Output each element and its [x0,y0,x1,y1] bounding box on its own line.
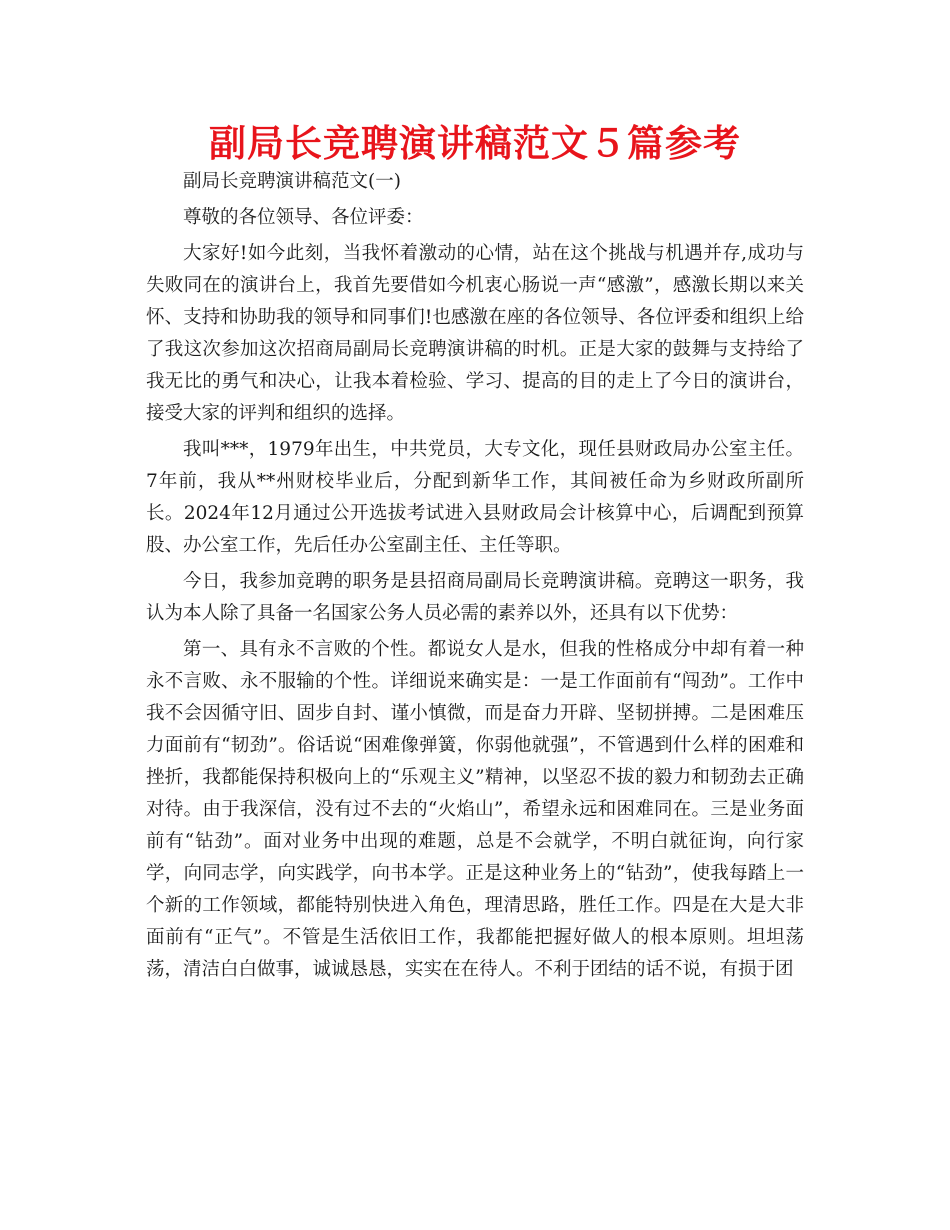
document-title: 副局长竞聘演讲稿范文５篇参考 [209,122,741,165]
document-body [146,166,804,986]
paragraph-position: 今日，我参加竞聘的职务是县招商局副局长竞聘演讲稿。竞聘这一职务，我认为本人除了具备一名国家公务人员必需的素养以外，还具有以下优势： [146,571,804,624]
paragraph-greeting: 大家好!如今此刻，当我怀着激动的心情，站在这个挑战与机遇并存,成功与失败同在的演讲台上，我首先要借如今机衷心肠说一声“感激”，感激长期以来关怀、支持和协助我的领导和同事们!也感激在座的各位领导、各位评委和组织上给了我这次参加这次招商局副局长竞聘演讲稿的时机。正是大家的鼓舞与支持给了我无比的勇气和决心，让我本着检验、学习、提高的目的走上了今日的演讲台，接受大家的评判和组织的选择。 [146,243,804,424]
salutation: 尊敬的各位领导、各位评委： [183,207,424,228]
section-heading: 副局长竞聘演讲稿范文(一) [183,171,401,192]
paragraph-advantage-one: 第一、具有永不言败的个性。都说女人是水，但我的性格成分中却有着一种永不言败、永不服输的个性。详细说来确实是：一是工作面前有“闯劲”。工作中我不会因循守旧、固步自封、谨小慎微，而是奋力开辟、坚韧拼搏。二是困难压力面前有“韧劲”。俗话说“困难像弹簧，你弱他就强”，不管遇到什么样的困难和挫折，我都能保持积极向上的“乐观主义”精神，以坚忍不拔的毅力和韧劲去正确对待。由于我深信，没有过不去的“火焰山”，希望永远和困难同在。三是业务面前有“钻劲”。面对业务中出现的难题，总是不会就学，不明白就征询，向行家学，向同志学，向实践学，向书本学。正是这种业务上的“钻劲”，使我每踏上一个新的工作领域，都能特别快进入角色，理清思路，胜任工作。四是在大是大非面前有“正气”。不管是生活依旧工作，我都能把握好做人的根本原则。坦坦荡荡，清洁白白做事，诚诚恳恳，实实在在待人。不利于团结的话不说，有损于团 [146,639,804,980]
paragraph-introduction: 我叫***，1979年出生，中共党员，大专文化，现任县财政局办公室主任。7年前，我从**州财校毕业后，分配到新华工作，其间被任命为乡财政所副所长。2024年12月通过公开选拔考试进入县财政局会计核算中心，后调配到预算股、办公室工作，先后任办公室副主任、主任等职。 [146,439,804,556]
